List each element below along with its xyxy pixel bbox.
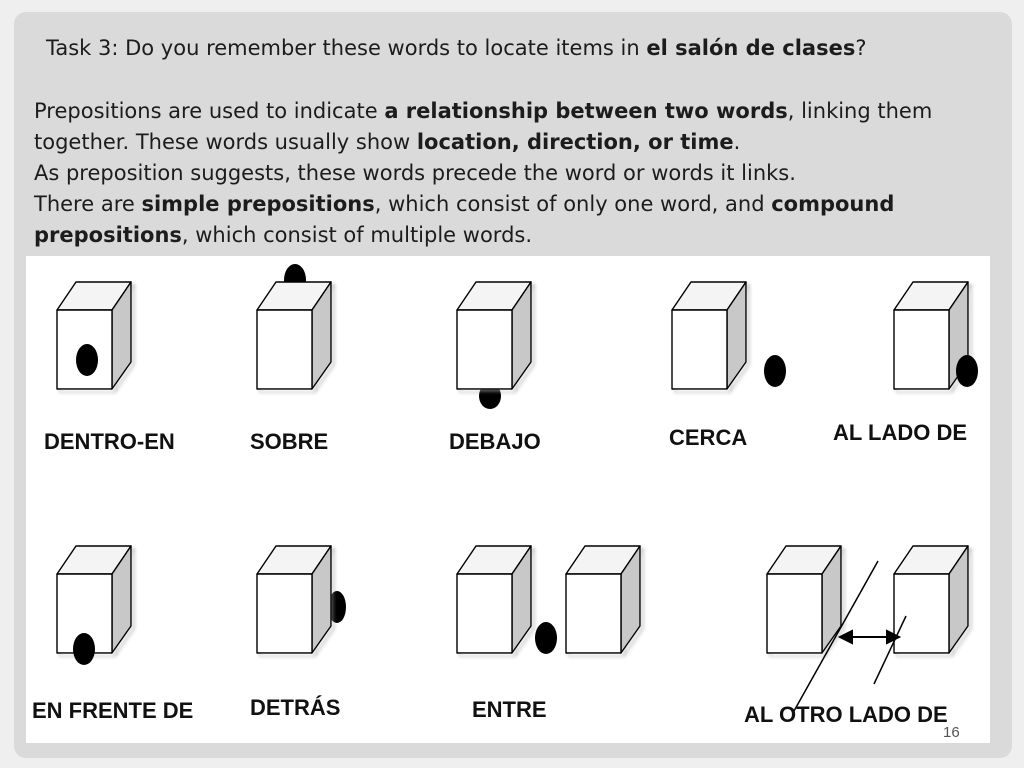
double-arrow	[840, 631, 899, 643]
intro-sentence-2: As preposition suggests, these words precede the word or words it links.	[34, 161, 796, 185]
cube-sobre	[257, 282, 331, 389]
ball-cerca	[764, 355, 786, 387]
intro-text: There are	[34, 192, 142, 216]
intro-bold: location, direction, or time	[416, 130, 734, 154]
cube-en-frente	[57, 546, 131, 653]
prepositions-figure	[26, 256, 990, 743]
cube-detras	[257, 546, 331, 653]
cube-dentro	[57, 282, 131, 389]
task-heading	[46, 34, 946, 62]
ball-en-frente	[73, 633, 95, 665]
label-entre: ENTRE	[472, 697, 547, 722]
label-detras: DETRÁS	[250, 695, 341, 720]
cube-debajo	[457, 282, 531, 389]
cube-entre-right	[566, 546, 640, 653]
task-heading-text: Task 3: Do you remember these words to locate items in	[46, 36, 647, 60]
intro-text: .	[733, 130, 741, 154]
intro-sentence-3	[34, 189, 974, 251]
label-al-otro-lado-de: AL OTRO LADO DE	[744, 702, 948, 727]
ball-dentro	[76, 344, 98, 376]
label-al-lado-de: AL LADO DE	[833, 420, 968, 445]
intro-text: , which consist of only one word, and	[374, 192, 772, 216]
label-debajo: DEBAJO	[449, 429, 541, 454]
intro-text: , linking them together. These words usually show	[34, 99, 933, 154]
cube-otro-left	[767, 546, 841, 653]
intro-bold: a relationship between two words	[384, 99, 788, 123]
intro-bold: compound prepositions	[34, 192, 895, 247]
ball-al-lado	[956, 355, 978, 387]
intro-sentence-1	[34, 96, 974, 158]
task-heading-bold: el salón de clases	[646, 36, 856, 60]
cube-otro-right	[894, 546, 968, 653]
cube-cerca	[672, 282, 746, 389]
intro-text: , which consist of multiple words.	[181, 223, 533, 247]
label-cerca: CERCA	[669, 425, 748, 450]
cube-entre-left	[457, 546, 531, 653]
ball-entre	[535, 622, 557, 654]
intro-bold: simple prepositions	[141, 192, 375, 216]
task-heading-end: ?	[855, 36, 867, 60]
intro-text: Prepositions are used to indicate	[34, 99, 385, 123]
label-dentro-en: DENTRO-EN	[44, 429, 175, 454]
page-number: 16	[943, 724, 960, 741]
label-en-frente-de: EN FRENTE DE	[32, 698, 194, 723]
label-sobre: SOBRE	[250, 429, 329, 454]
prepositions-illustration	[26, 256, 990, 743]
intro-paragraph	[34, 96, 974, 251]
